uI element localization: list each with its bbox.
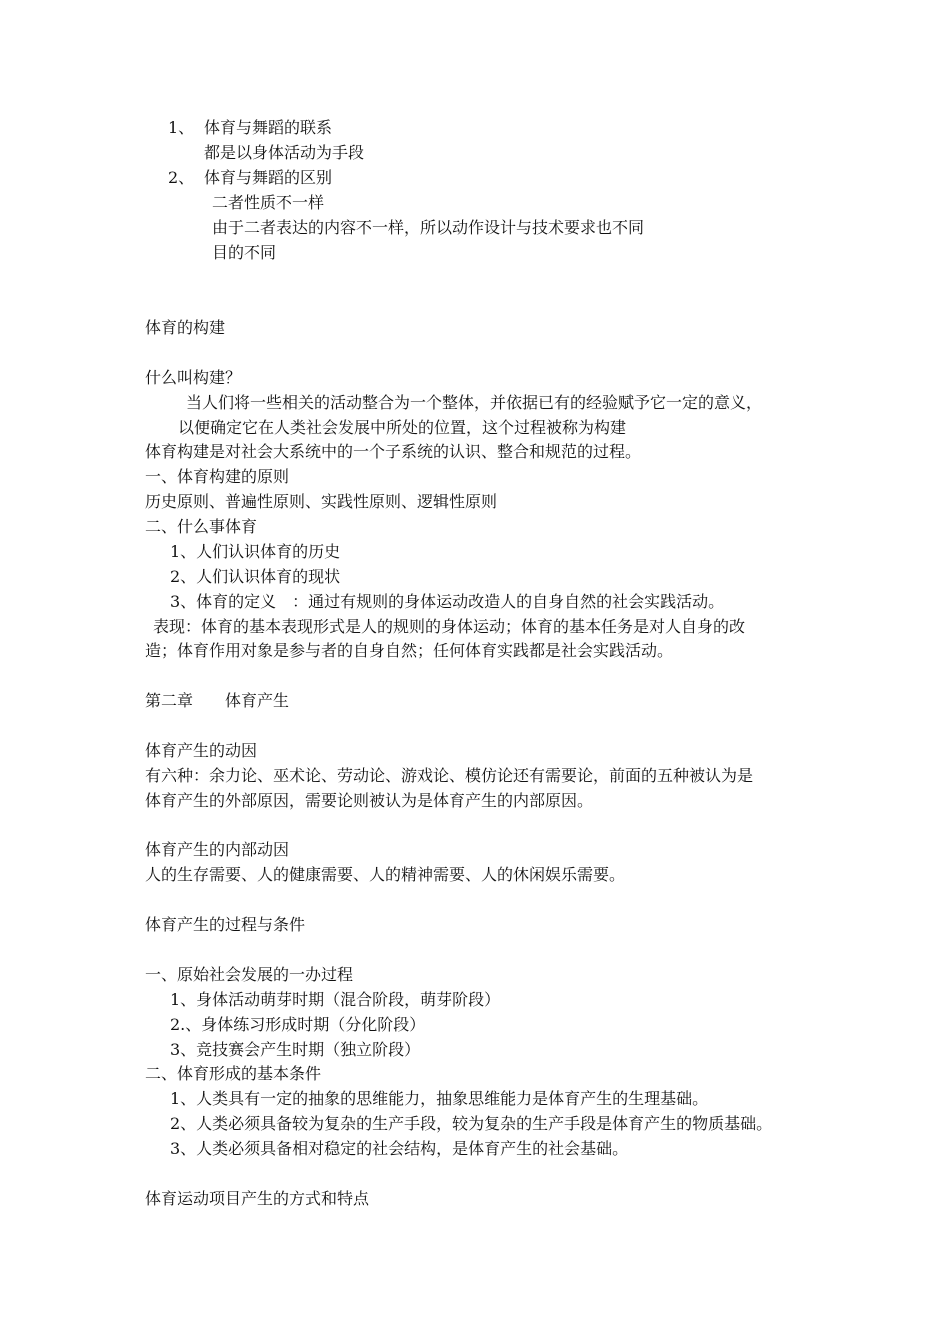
list-item: 1、人类具有一定的抽象的思维能力，抽象思维能力是体育产生的生理基础。 xyxy=(170,1089,709,1108)
section-heading: 体育的构建 xyxy=(145,318,226,337)
expression-line: 造；体育作用对象是参与者的自身自然；任何体育实践都是社会实践活动。 xyxy=(145,641,674,660)
section-heading: 体育运动项目产生的方式和特点 xyxy=(145,1189,370,1208)
list-item: 3、人类必须具备相对稳定的社会结构，是体育产生的社会基础。 xyxy=(170,1139,629,1158)
subsection-heading: 一、体育构建的原则 xyxy=(145,467,290,486)
chapter-title: 第二章 体育产生 xyxy=(145,691,290,710)
subsection-heading: 二、什么事体育 xyxy=(145,517,258,536)
answer-line: 以便确定它在人类社会发展中所处的位置，这个过程被称为构建 xyxy=(178,418,627,437)
list-item: 1、身体活动萌芽时期（混合阶段，萌芽阶段） xyxy=(170,990,501,1009)
list-item: 2、人类必须具备较为复杂的生产手段，较为复杂的生产手段是体育产生的物质基础。 xyxy=(170,1114,773,1133)
section-heading: 体育产生的过程与条件 xyxy=(145,915,306,934)
list-item-title: 体育与舞蹈的区别 xyxy=(204,168,333,187)
relation-point: 二者性质不一样 xyxy=(212,193,325,212)
subsection-heading: 一、原始社会发展的一办过程 xyxy=(145,965,354,984)
section-heading: 体育产生的动因 xyxy=(145,741,258,760)
relation-item-2 xyxy=(168,168,332,188)
list-item: 3、竞技赛会产生时期（独立阶段） xyxy=(170,1040,421,1059)
relation-point: 由于二者表达的内容不一样，所以动作设计与技术要求也不同 xyxy=(212,218,645,237)
answer-line: 当人们将一些相关的活动整合为一个整体，并依据已有的经验赋予它一定的意义， xyxy=(186,393,763,412)
list-item-title: 体育与舞蹈的联系 xyxy=(204,118,333,137)
section-heading: 体育产生的内部动因 xyxy=(145,840,290,859)
principles-text: 历史原则、普遍性原则、实践性原则、逻辑性原则 xyxy=(145,492,498,511)
paragraph-line: 有六种：余力论、巫术论、劳动论、游戏论、模仿论还有需要论，前面的五种被认为是 xyxy=(145,766,754,785)
list-item: 3、体育的定义 ：通过有规则的身体运动改造人的自身自然的社会实践活动。 xyxy=(170,592,725,611)
list-item: 1、人们认识体育的历史 xyxy=(170,542,341,561)
question-text: 什么叫构建？ xyxy=(145,368,242,387)
list-number: 2、 xyxy=(168,168,195,187)
paragraph-line: 体育产生的外部原因，需要论则被认为是体育产生的内部原因。 xyxy=(145,791,594,810)
relation-point: 目的不同 xyxy=(212,243,277,262)
list-item: 2、人们认识体育的现状 xyxy=(170,567,341,586)
list-number: 1、 xyxy=(168,118,195,137)
list-item: 2.、身体练习形成时期（分化阶段） xyxy=(170,1015,426,1034)
subsection-heading: 二、体育形成的基本条件 xyxy=(145,1064,322,1083)
relation-item-1 xyxy=(168,118,332,138)
paragraph-line: 人的生存需要、人的健康需要、人的精神需要、人的休闲娱乐需要。 xyxy=(145,865,626,884)
relation-item-1-text: 都是以身体活动为手段 xyxy=(204,143,365,162)
definition-text: 体育构建是对社会大系统中的一个子系统的认识、整合和规范的过程。 xyxy=(145,442,642,461)
expression-line: 表现：体育的基本表现形式是人的规则的身体运动；体育的基本任务是对人自身的改 xyxy=(153,617,746,636)
